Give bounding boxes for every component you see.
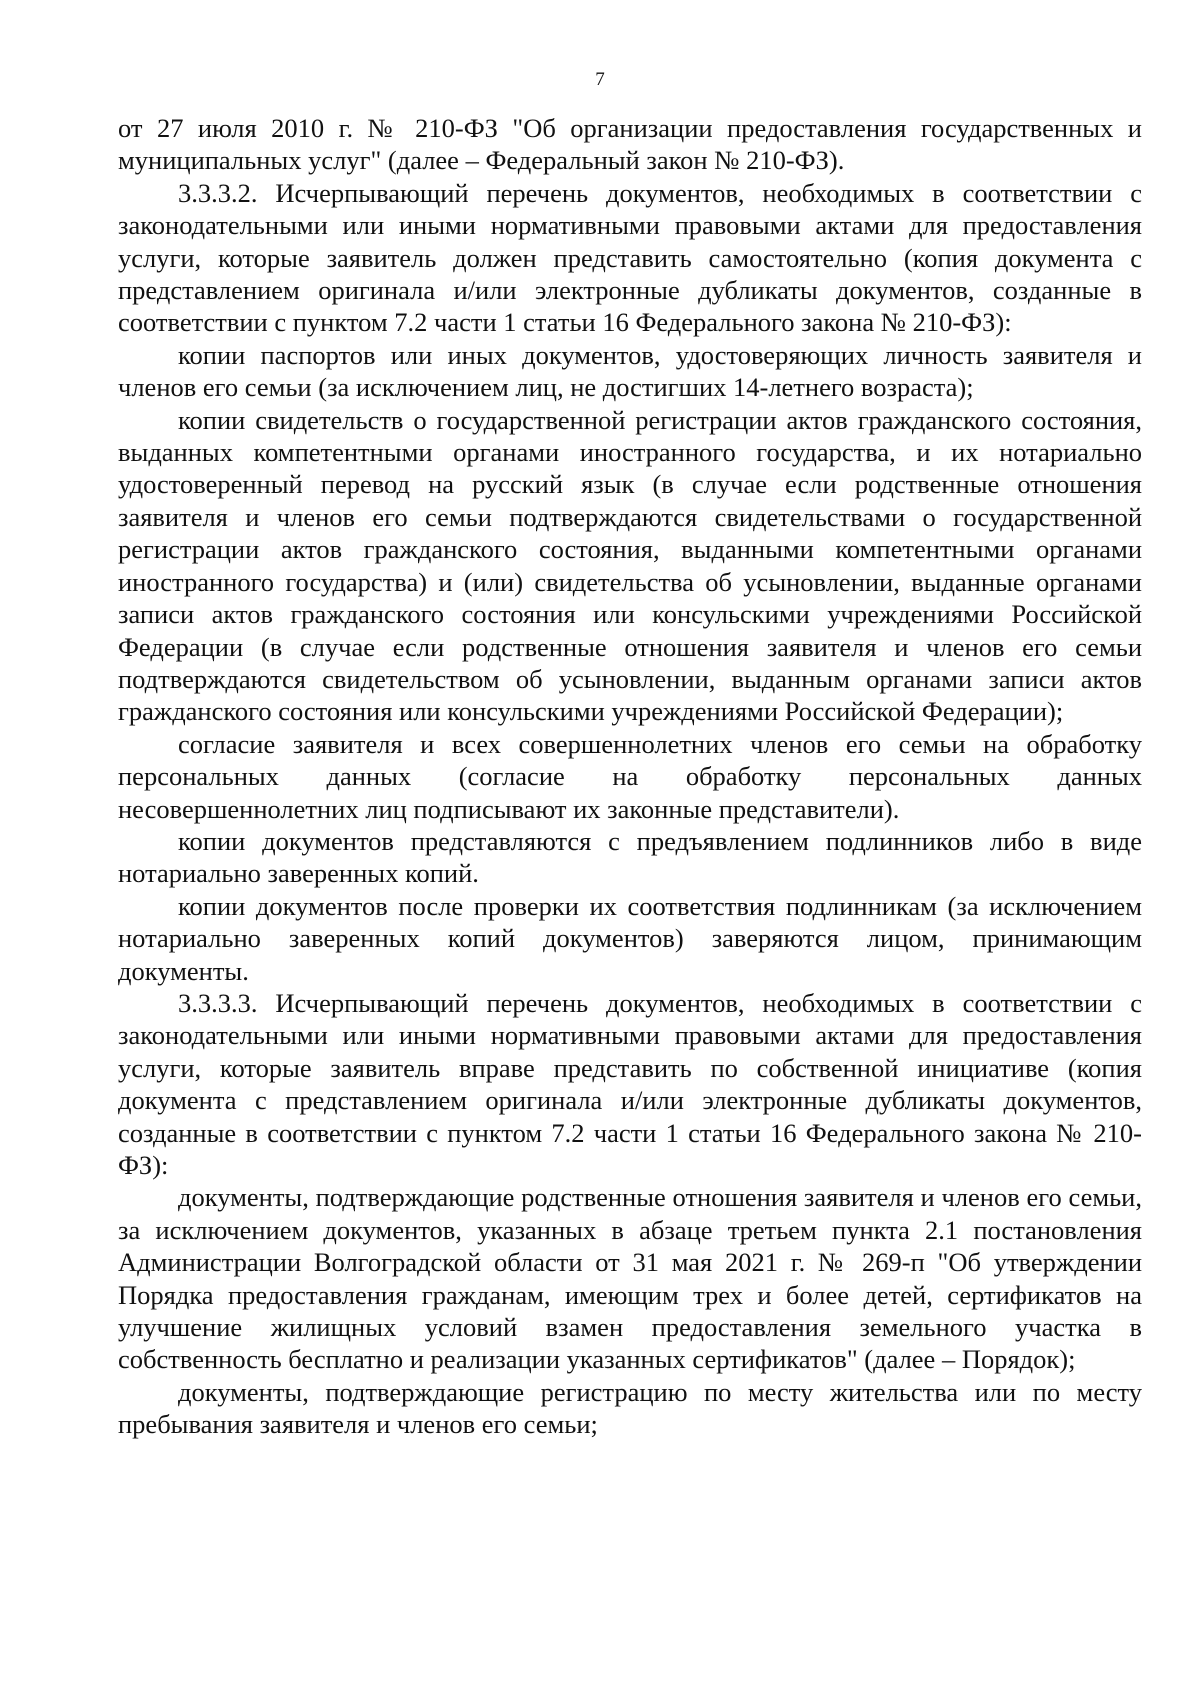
paragraph-personal-data-consent: согласие заявителя и всех совершеннолетних членов его семьи на обработку персональных данных (согласие на обработку персональных данных несовершеннолетних лиц подписывают их законные представители).: [118, 728, 1142, 824]
page-number: 7: [595, 69, 605, 90]
paragraph-law-reference-continuation: от 27 июля 2010 г. № 210-ФЗ "Об организации предоставления государственных и муниципальных услуг" (далее – Федеральный закон № 210-ФЗ).: [118, 113, 1142, 176]
paragraph-3-3-3-2-heading: 3.3.3.2. Исчерпывающий перечень документов, необходимых в соответствии с законодательными или иными нормативными правовыми актами для предоставления услуги, которые заявитель должен представить самостоятельно (копия документа с представлением оригинала и/или электронные дубликаты документов, созданные в соответствии с пунктом 7.2 части 1 статьи 16 Федерального закона № 210-ФЗ):: [118, 177, 1142, 338]
paragraph-civil-status-certificates: копии свидетельств о государственной регистрации актов гражданского состояния, выданных компетентными органами иностранного государства, и их нотариально удостоверенный перевод на русский язык (в случае если родственные отношения заявителя и членов его семьи подтверждаются свидетельствами о государственной регистрации актов гражданского состояния, выданными компетентными органами иностранного государства) и (или) свидетельства об усыновлении, выданные органами записи актов гражданского состояния или консульскими учреждениями Российской Федерации (в случае если родственные отношения заявителя и членов его семьи подтверждаются свидетельством об усыновлении, выданным органами записи актов гражданского состояния или консульскими учреждениями Российской Федерации);: [118, 404, 1142, 727]
document-body: [118, 112, 1142, 1441]
paragraph-3-3-3-3-heading: 3.3.3.3. Исчерпывающий перечень документов, необходимых в соответствии с законодательными или иными нормативными правовыми актами для предоставления услуги, которые заявитель вправе представить по собственной инициативе (копия документа с представлением оригинала и/или электронные дубликаты документов, созданные в соответствии с пунктом 7.2 части 1 статьи 16 Федерального закона № 210-ФЗ):: [118, 987, 1142, 1180]
paragraph-registration-documents: документы, подтверждающие регистрацию по месту жительства или по месту пребывания заявителя и членов его семьи;: [118, 1376, 1142, 1440]
paragraph-originals-presentation: копии документов представляются с предъявлением подлинников либо в виде нотариально заверенных копий.: [118, 825, 1142, 889]
paragraph-family-relations-documents: документы, подтверждающие родственные отношения заявителя и членов его семьи, за исключением документов, указанных в абзаце третьем пункта 2.1 постановления Администрации Волгоградской области от 31 мая 2021 г. № 269-п "Об утверждении Порядка предоставления гражданам, имеющим трех и более детей, сертификатов на улучшение жилищных условий взамен предоставления земельного участка в собственность бесплатно и реализации указанных сертификатов" (далее – Порядок);: [118, 1182, 1142, 1375]
paragraph-copies-certification: копии документов после проверки их соответствия подлинникам (за исключением нотариально заверенных копий документов) заверяются лицом, принимающим документы.: [118, 890, 1142, 986]
paragraph-passport-copies: копии паспортов или иных документов, удостоверяющих личность заявителя и членов его семьи (за исключением лиц, не достигших 14-летнего возраста);: [118, 339, 1142, 403]
